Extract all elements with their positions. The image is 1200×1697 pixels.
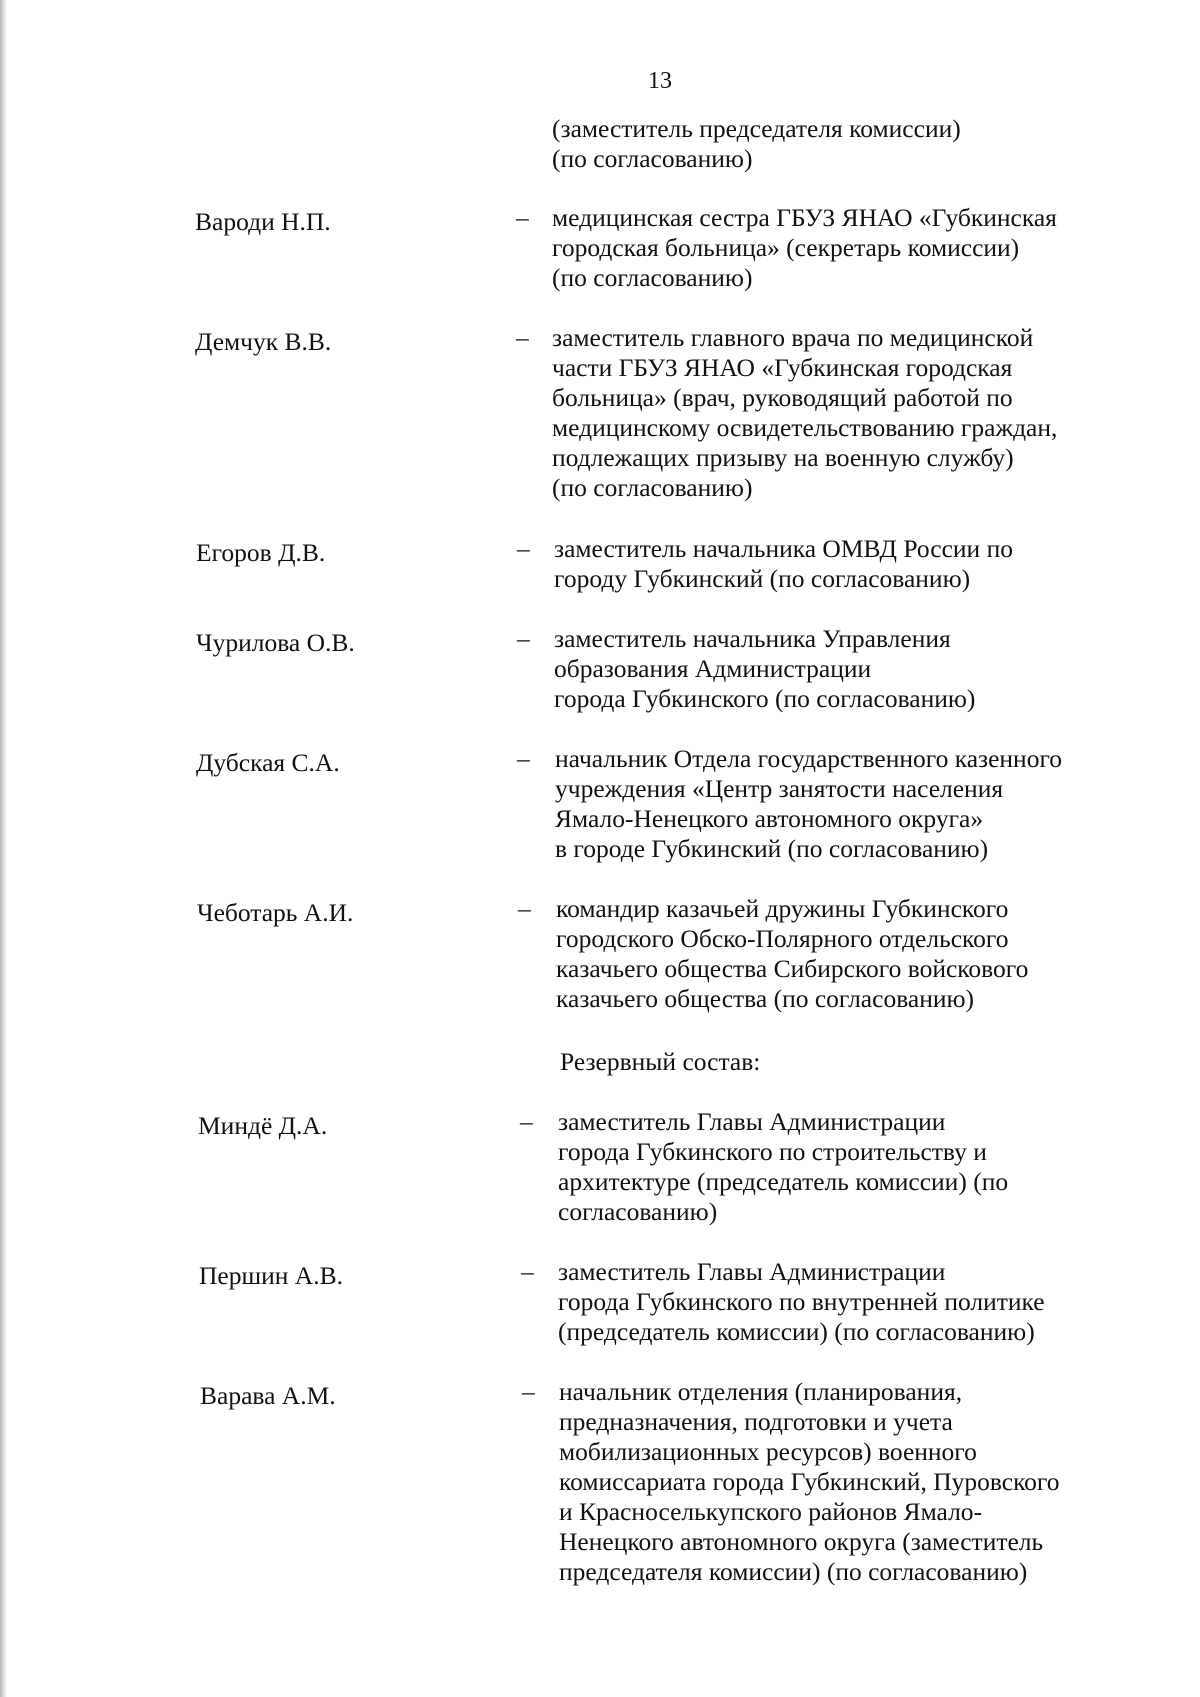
description-line: городу Губкинский (по согласованию) bbox=[554, 564, 971, 593]
reserve-heading: Резервный состав: bbox=[560, 1047, 761, 1076]
description-line: начальник отделения (планирования, bbox=[559, 1377, 963, 1406]
member-dash: – bbox=[517, 744, 530, 773]
description-line: председателя комиссии) (по согласованию) bbox=[559, 1557, 1028, 1586]
member-dash: – bbox=[518, 894, 531, 923]
description-line: города Губкинского по внутренней политике bbox=[558, 1287, 1045, 1316]
member-description bbox=[552, 203, 1152, 293]
reserve-member-description bbox=[558, 1257, 1158, 1347]
description-line: предназначения, подготовки и учета bbox=[559, 1407, 953, 1436]
member-description bbox=[555, 744, 1155, 864]
member-dash: – bbox=[516, 203, 529, 232]
description-line: архитектуре (председатель комиссии) (по bbox=[558, 1167, 1009, 1196]
description-line: казачьего общества (по согласованию) bbox=[556, 984, 975, 1013]
description-line: Ямало-Ненецкого автономного округа» bbox=[555, 804, 984, 833]
description-line: согласованию) bbox=[558, 1197, 718, 1226]
description-line: образования Администрации bbox=[554, 654, 872, 683]
description-line: медицинскому освидетельствованию граждан, bbox=[552, 413, 1058, 442]
description-line: части ГБУЗ ЯНАО «Губкинская городская bbox=[552, 353, 1013, 382]
scan-edge-shadow bbox=[0, 0, 7, 1697]
description-line: и Красноселькупского районов Ямало- bbox=[559, 1497, 983, 1526]
description-line: городская больница» (секретарь комиссии) bbox=[552, 233, 1020, 262]
reserve-member-name: Миндё Д.А. bbox=[198, 1111, 328, 1140]
member-name: Вароди Н.П. bbox=[195, 207, 331, 236]
description-line: заместитель главного врача по медицинской bbox=[552, 323, 1034, 352]
description-line: больница» (врач, руководящий работой по bbox=[552, 383, 1013, 412]
reserve-member-description bbox=[559, 1377, 1159, 1587]
member-name: Дубская С.А. bbox=[196, 748, 340, 777]
description-line: Ненецкого автономного округа (заместитель bbox=[559, 1527, 1044, 1556]
member-description bbox=[554, 624, 1154, 714]
description-line: в городе Губкинский (по согласованию) bbox=[555, 834, 989, 863]
member-dash: – bbox=[521, 1257, 534, 1286]
description-line: командир казачьей дружины Губкинского bbox=[556, 894, 1009, 923]
member-name: Демчук В.В. bbox=[195, 327, 332, 356]
description-line: городского Обско-Полярного отдельского bbox=[556, 924, 1009, 953]
description-line: мобилизационных ресурсов) военного bbox=[559, 1437, 977, 1466]
intro-text bbox=[552, 114, 961, 174]
description-line: учреждения «Центр занятости населения bbox=[555, 774, 1004, 803]
member-dash: – bbox=[522, 1377, 535, 1406]
description-line: заместитель начальника Управления bbox=[554, 624, 951, 653]
member-description bbox=[552, 323, 1152, 503]
reserve-member-name: Першин А.В. bbox=[199, 1261, 343, 1290]
description-line: заместитель Главы Администрации bbox=[558, 1107, 946, 1136]
member-name: Чеботарь А.И. bbox=[197, 898, 354, 927]
description-line: заместитель Главы Администрации bbox=[558, 1257, 946, 1286]
intro-line: (по согласованию) bbox=[552, 144, 753, 173]
member-dash: – bbox=[516, 323, 529, 352]
member-name: Чурилова О.В. bbox=[196, 628, 355, 657]
description-line: начальник Отдела государственного казенного bbox=[555, 744, 1063, 773]
description-line: (председатель комиссии) (по согласованию) bbox=[558, 1317, 1035, 1346]
member-dash: – bbox=[517, 624, 530, 653]
description-line: подлежащих призыву на военную службу) bbox=[552, 443, 1014, 472]
description-line: (по согласованию) bbox=[552, 263, 753, 292]
page-number: 13 bbox=[648, 68, 672, 94]
description-line: города Губкинского (по согласованию) bbox=[554, 684, 976, 713]
member-name: Егоров Д.В. bbox=[196, 538, 326, 567]
intro-line: (заместитель председателя комиссии) bbox=[552, 114, 961, 143]
description-line: города Губкинского по строительству и bbox=[558, 1137, 987, 1166]
member-dash: – bbox=[520, 1107, 533, 1136]
reserve-member-description bbox=[558, 1107, 1158, 1227]
description-line: заместитель начальника ОМВД России по bbox=[554, 534, 1013, 563]
description-line: медицинская сестра ГБУЗ ЯНАО «Губкинская bbox=[552, 203, 1057, 232]
description-line: казачьего общества Сибирского войскового bbox=[556, 954, 1029, 983]
description-line: (по согласованию) bbox=[552, 473, 753, 502]
reserve-member-name: Варава А.М. bbox=[200, 1381, 336, 1410]
member-dash: – bbox=[517, 534, 530, 563]
member-description bbox=[554, 534, 1154, 594]
member-description bbox=[556, 894, 1156, 1014]
description-line: комиссариата города Губкинский, Пуровского bbox=[559, 1467, 1060, 1496]
